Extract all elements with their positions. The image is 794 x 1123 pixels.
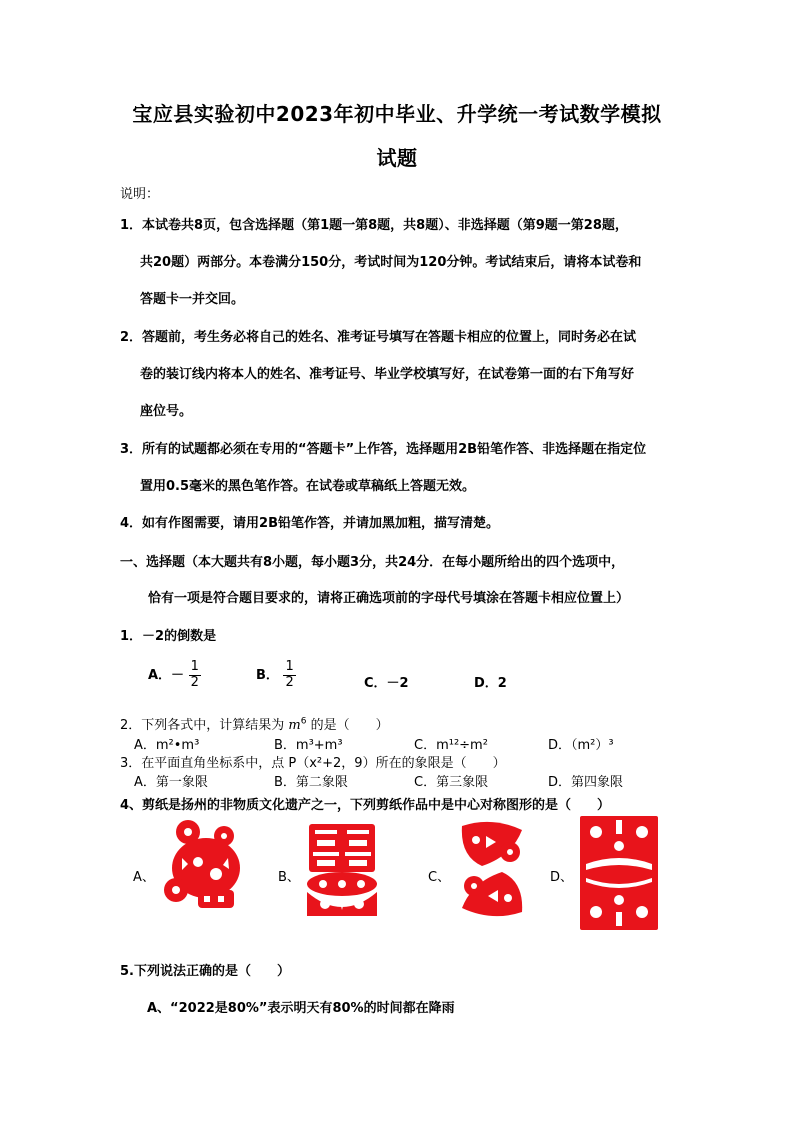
question-2-option-c: C．m¹²÷m² xyxy=(414,738,488,753)
instruction-1-line3: 答题卡一并交回。 xyxy=(140,292,245,307)
section-heading-line2: 恰有一项是符合题目要求的，请将正确选项前的字母代号填涂在答题卡相应位置上） xyxy=(148,591,630,606)
paper-cut-double-happiness-image xyxy=(303,818,381,920)
fraction-denominator: 2 xyxy=(190,674,199,690)
question-2-option-d: D．（m²）³ xyxy=(548,738,614,753)
question-2-option-a: A．m²•m³ xyxy=(134,738,200,753)
question-3-option-d: D．第四象限 xyxy=(548,775,624,790)
q2-stem-post: 的是（ ） xyxy=(306,718,389,733)
question-3-option-b: B．第二象限 xyxy=(274,775,348,790)
question-4-option-b-label: B、 xyxy=(278,870,300,885)
instruction-4: 4．如有作图需要，请用2B铅笔作答，并请加黑加粗，描写清楚。 xyxy=(120,516,499,531)
question-1-stem: 1．－2的倒数是 xyxy=(120,629,217,644)
q2-stem-var: m xyxy=(288,718,301,733)
question-3-option-c: C．第三象限 xyxy=(414,775,489,790)
question-4-option-a-label: A、 xyxy=(133,870,155,885)
question-1-option-a xyxy=(148,660,201,691)
question-3-stem: 3．在平面直角坐标系中，点 P（x²+2，9）所在的象限是（ ） xyxy=(120,756,506,771)
fraction-one-half xyxy=(189,660,201,691)
paper-cut-monkey-image xyxy=(158,814,254,910)
question-5-stem: 5.下列说法正确的是（ ） xyxy=(120,964,290,979)
exam-title: 宝应县实验初中2023年初中毕业、升学统一考试数学模拟 xyxy=(132,102,662,126)
exam-title-line2: 试题 xyxy=(376,146,418,170)
question-2-stem xyxy=(120,714,389,733)
paper-cut-pattern-image xyxy=(576,812,662,934)
instruction-2-line1: 2．答题前，考生务必将自己的姓名、准考证号填写在答题卡相应的位置上，同时务必在试 xyxy=(120,330,637,345)
instruction-1-line2: 共20题）两部分。本卷满分150分，考试时间为120分钟。考试结束后，请将本试卷和 xyxy=(140,255,642,270)
question-2-option-b: B．m³+m³ xyxy=(274,738,343,753)
option-a-label: A．－ xyxy=(148,667,185,683)
option-b-label: B． xyxy=(256,667,279,683)
question-1-option-c: C．－2 xyxy=(364,676,409,691)
section-heading: 一、选择题（本大题共有8小题，每小题3分，共24分．在每小题所给出的四个选项中， xyxy=(120,555,625,570)
q2-stem-exp: 6 xyxy=(300,716,307,727)
instruction-2-line3: 座位号。 xyxy=(140,404,193,419)
fraction-numerator: 1 xyxy=(190,659,199,674)
question-4-stem: 4、剪纸是扬州的非物质文化遗产之一，下列剪纸作品中是中心对称图形的是（ ） xyxy=(120,798,611,813)
question-1-option-d: D．2 xyxy=(474,676,507,691)
instruction-2-line2: 卷的装订线内将本人的姓名、准考证号、毕业学校填写好，在试卷第一面的右下角写好 xyxy=(140,367,635,382)
fraction-denominator: 2 xyxy=(285,674,294,690)
fraction-one-half xyxy=(283,660,295,691)
fraction-numerator: 1 xyxy=(285,659,294,674)
question-4-option-d-label: D、 xyxy=(550,870,574,885)
question-4-option-c-label: C、 xyxy=(428,870,451,885)
instruction-3-line1: 3．所有的试题都必须在专用的“答题卡”上作答，选择题用2B铅笔作答、非选择题在指定位 xyxy=(120,442,647,457)
question-1-option-b xyxy=(256,660,296,691)
question-3-option-a: A．第一象限 xyxy=(134,775,208,790)
q2-stem-pre: 2．下列各式中，计算结果为 xyxy=(120,718,289,733)
question-5-option-a: A、“2022是80%”表示明天有80%的时间都在降雨 xyxy=(147,1001,455,1016)
paper-cut-fish-image xyxy=(452,816,532,922)
instructions-label: 说明： xyxy=(120,187,160,202)
instruction-3-line2: 置用0.5毫米的黑色笔作答。在试卷或草稿纸上答题无效。 xyxy=(140,479,476,494)
instruction-1-line1: 1．本试卷共8页，包含选择题（第1题一第8题，共8题）、非选择题（第9题一第28题， xyxy=(120,218,628,233)
